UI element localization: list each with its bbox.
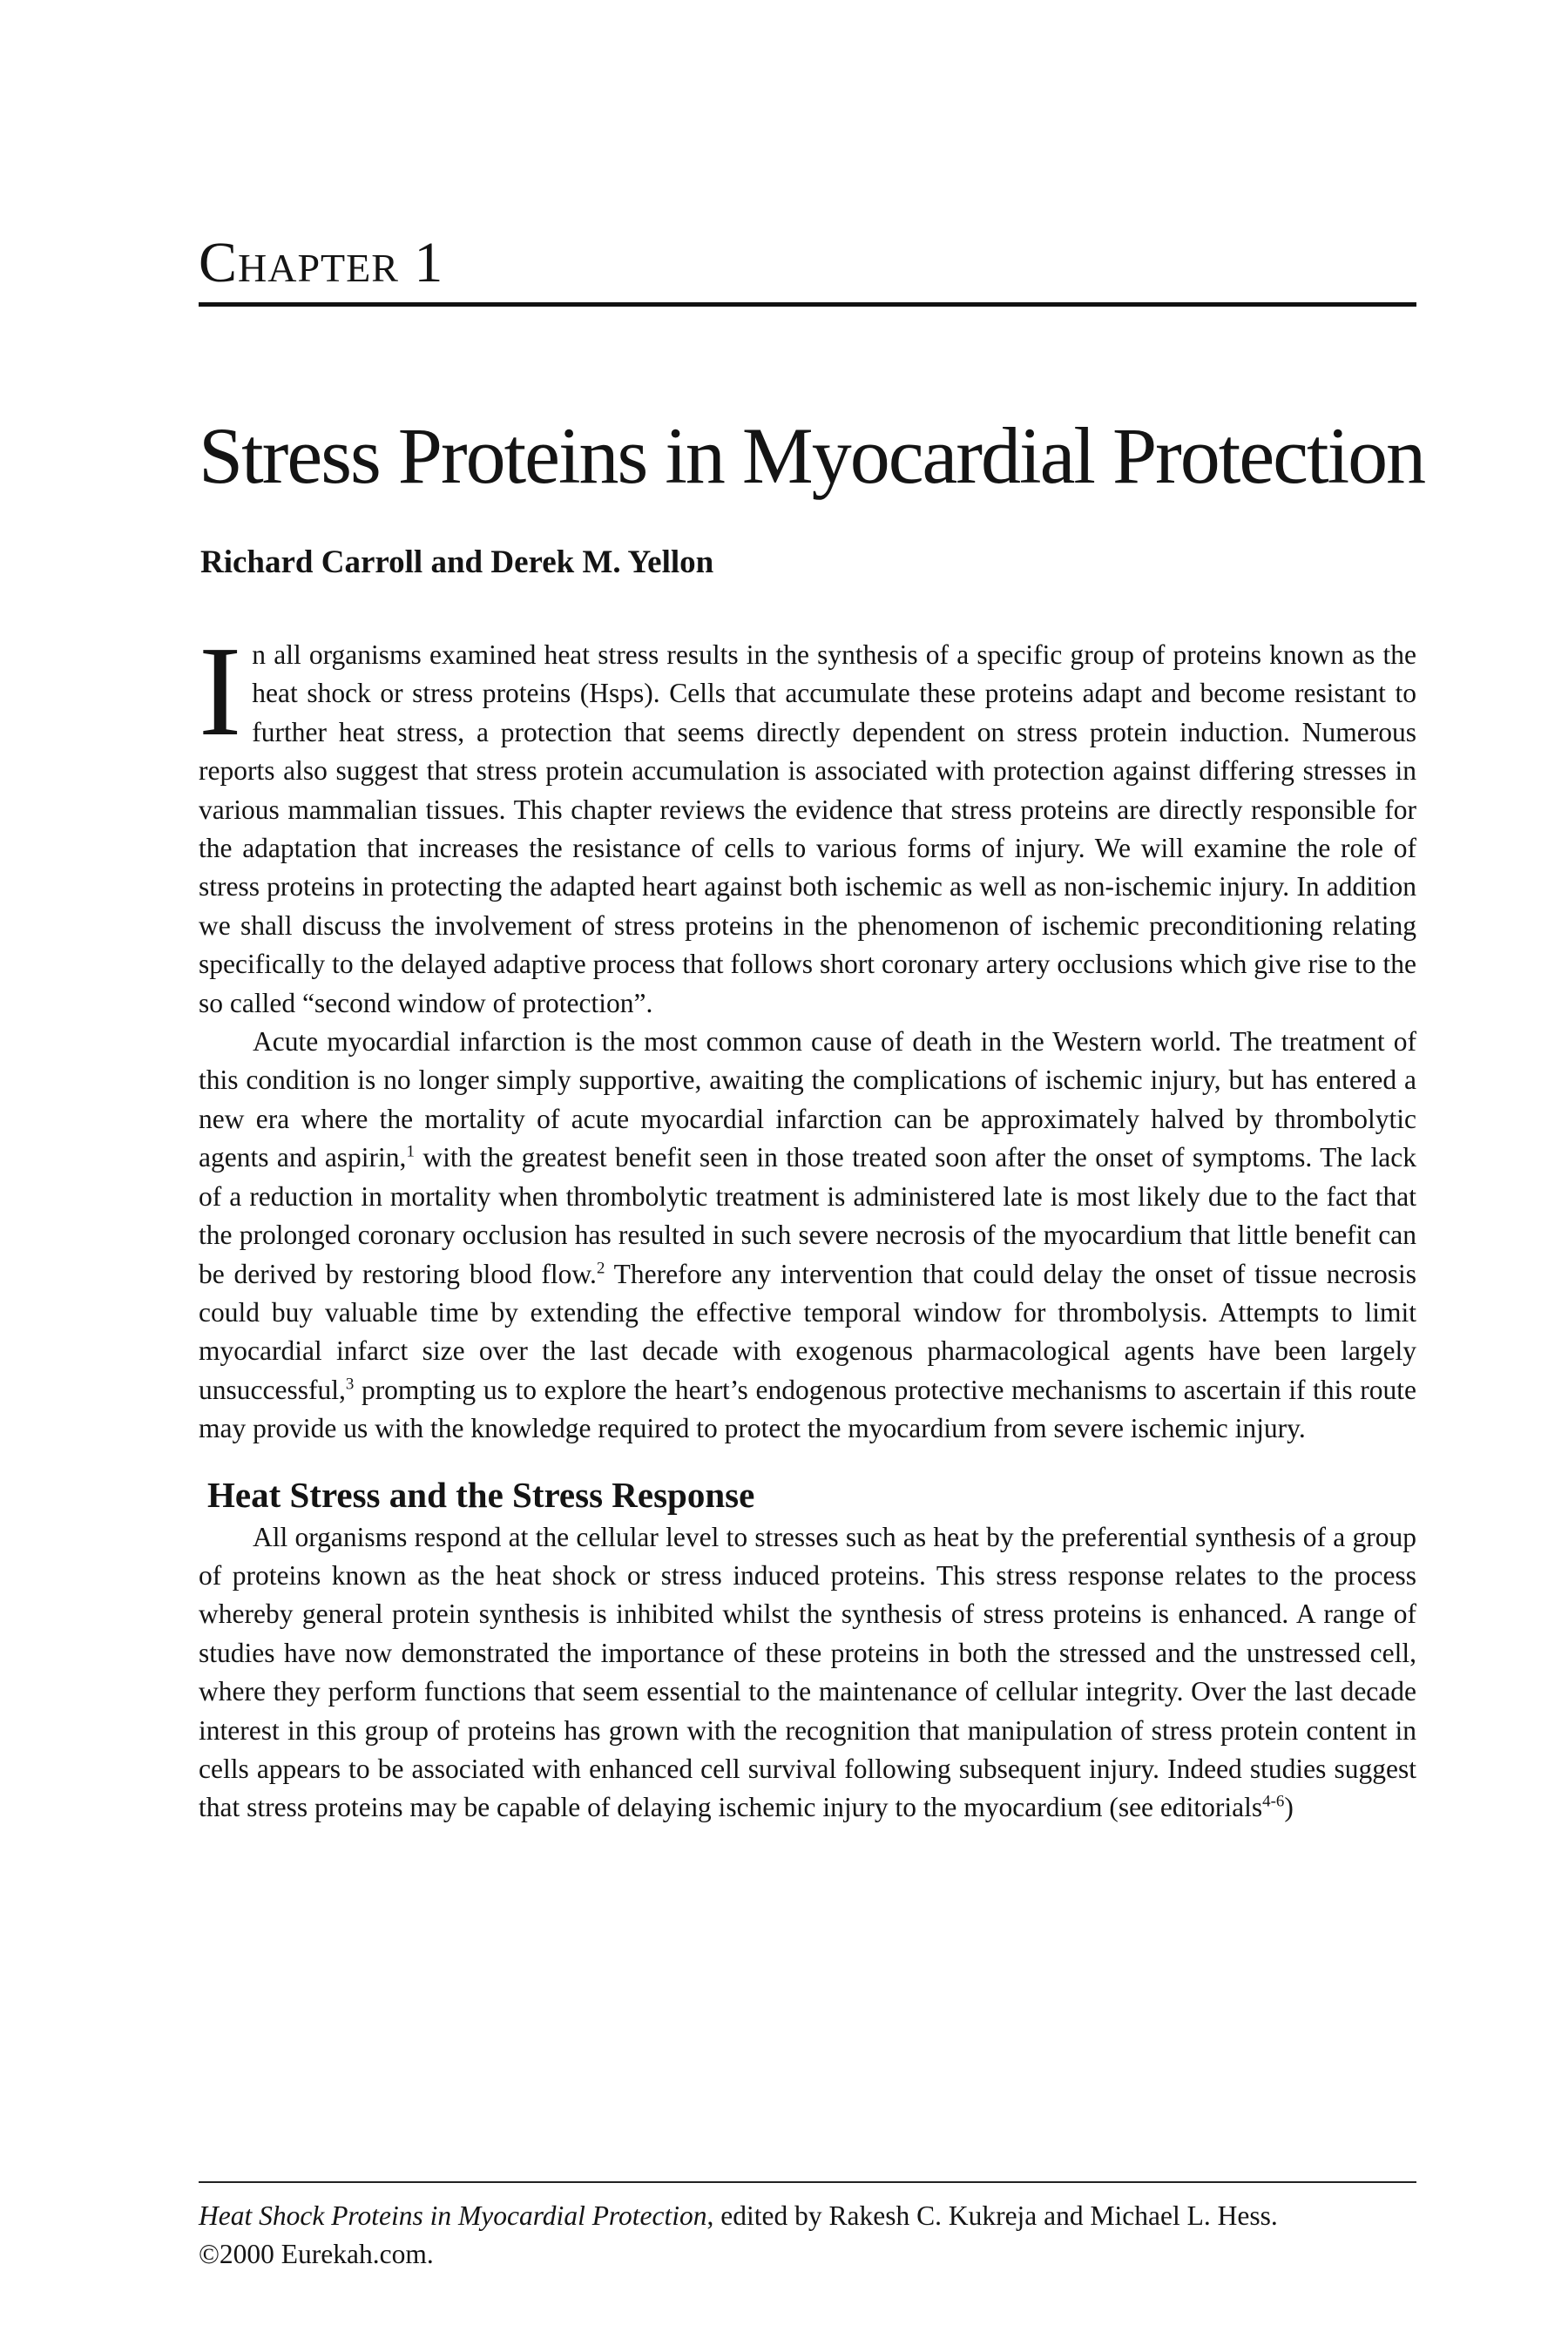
paragraph-text: ) [1284,1792,1294,1823]
drop-cap: I [199,620,242,763]
paragraph-heat-stress [199,1518,1416,1828]
footnote [199,2197,1416,2274]
footnote-divider [199,2181,1416,2183]
paragraph-text: All organisms respond at the cellular level to stresses such as heat by the preferential synthesis of a group of proteins known as the heat shock or stress induced proteins. This stress response relates to the process whereby general protein synthesis is inhibited whilst the synthesis of stress proteins is enhanced. A range of studies have now demonstrated the importance of these proteins in both the stressed and the unstressed cell, where they perform functions that seem essential to the maintenance of cellular integrity. Over the last decade interest in this group of proteins has grown with the recognition that manipulation of stress protein content in cells appears to be associated with enhanced cell survival following subsequent injury. Indeed studies suggest that stress proteins may be capable of delaying ischemic injury to the myocardium (see editorials [199,1521,1416,1823]
reference-marker: 1 [406,1142,415,1161]
paragraph-text: with the greatest benefit seen in those treated soon after the onset of symptoms. The lack of a reduction in mortality when thrombolytic treatment is administered late is most likely due to the fact that the prolonged coronary occlusion has resulted in such severe necrosis of the myocardium that little benefit can be derived by restoring blood flow. [199,1142,1417,1289]
reference-marker: 3 [345,1375,355,1394]
chapter-divider [199,302,1416,307]
section-heading: Heat Stress and the Stress Response [207,1474,755,1515]
book-editors: , edited by Rakesh C. Kukreja and Michael L. Hess. [706,2200,1278,2231]
paragraph-text: Therefore any intervention that could delay the onset of tissue necrosis could buy valuable time by extending the effective temporal window for thrombolysis. Attempts to limit myocardial infarct size over the last decade with exogenous pharmacological agents have been largely unsuccessful, [199,1258,1416,1405]
copyright: ©2000 Eurekah.com. [199,2239,434,2269]
paragraph-infarction [199,1023,1416,1448]
paragraph-text: Acute myocardial infarction is the most common cause of death in the Western world. The treatment of this condition is no longer simply supportive, awaiting the complications of ischemic injury, but has entered a new era where the mortality of acute myocardial infarction can be approximately halved by thrombolytic agents and aspirin, [199,1026,1416,1173]
chapter-title: Stress Proteins in Myocardial Protection [199,411,1425,500]
footnote-citation [199,2197,1416,2235]
paragraph-intro-text: n all organisms examined heat stress results in the synthesis of a specific group of proteins known as the heat shock or stress proteins (Hsps). Cells that accumulate these proteins adapt and become resistant to further heat stress, a protection that seems directly dependent on stress protein induction. Numerous reports also suggest that stress protein accumulation is associated with protection against differing stresses in various mammalian tissues. This chapter reviews the evidence that stress proteins are directly responsible for the adaptation that increases the resistance of cells to various forms of injury. We will examine the role of stress proteins in protecting the adapted heart against both ischemic as well as non-ischemic injury. In addition we shall discuss the involvement of stress proteins in the phenomenon of ischemic preconditioning relating specifically to the delayed adaptive process that follows short coronary artery occlusions which give rise to the so called “second window of protection”. [199,639,1416,1018]
reference-marker: 2 [596,1259,605,1277]
body-text [199,620,1417,1828]
book-title: Heat Shock Proteins in Myocardial Protection [199,2200,707,2231]
authors: Richard Carroll and Derek M. Yellon [200,544,714,580]
paragraph-intro [199,620,1416,1023]
paragraph-text: prompting us to explore the heart’s endogenous protective mechanisms to ascertain if this route may provide us with the knowledge required to protect the myocardium from severe ischemic injury. [199,1374,1416,1444]
chapter-label: Chapter 1 [199,231,444,294]
reference-marker: 4-6 [1262,1792,1285,1811]
